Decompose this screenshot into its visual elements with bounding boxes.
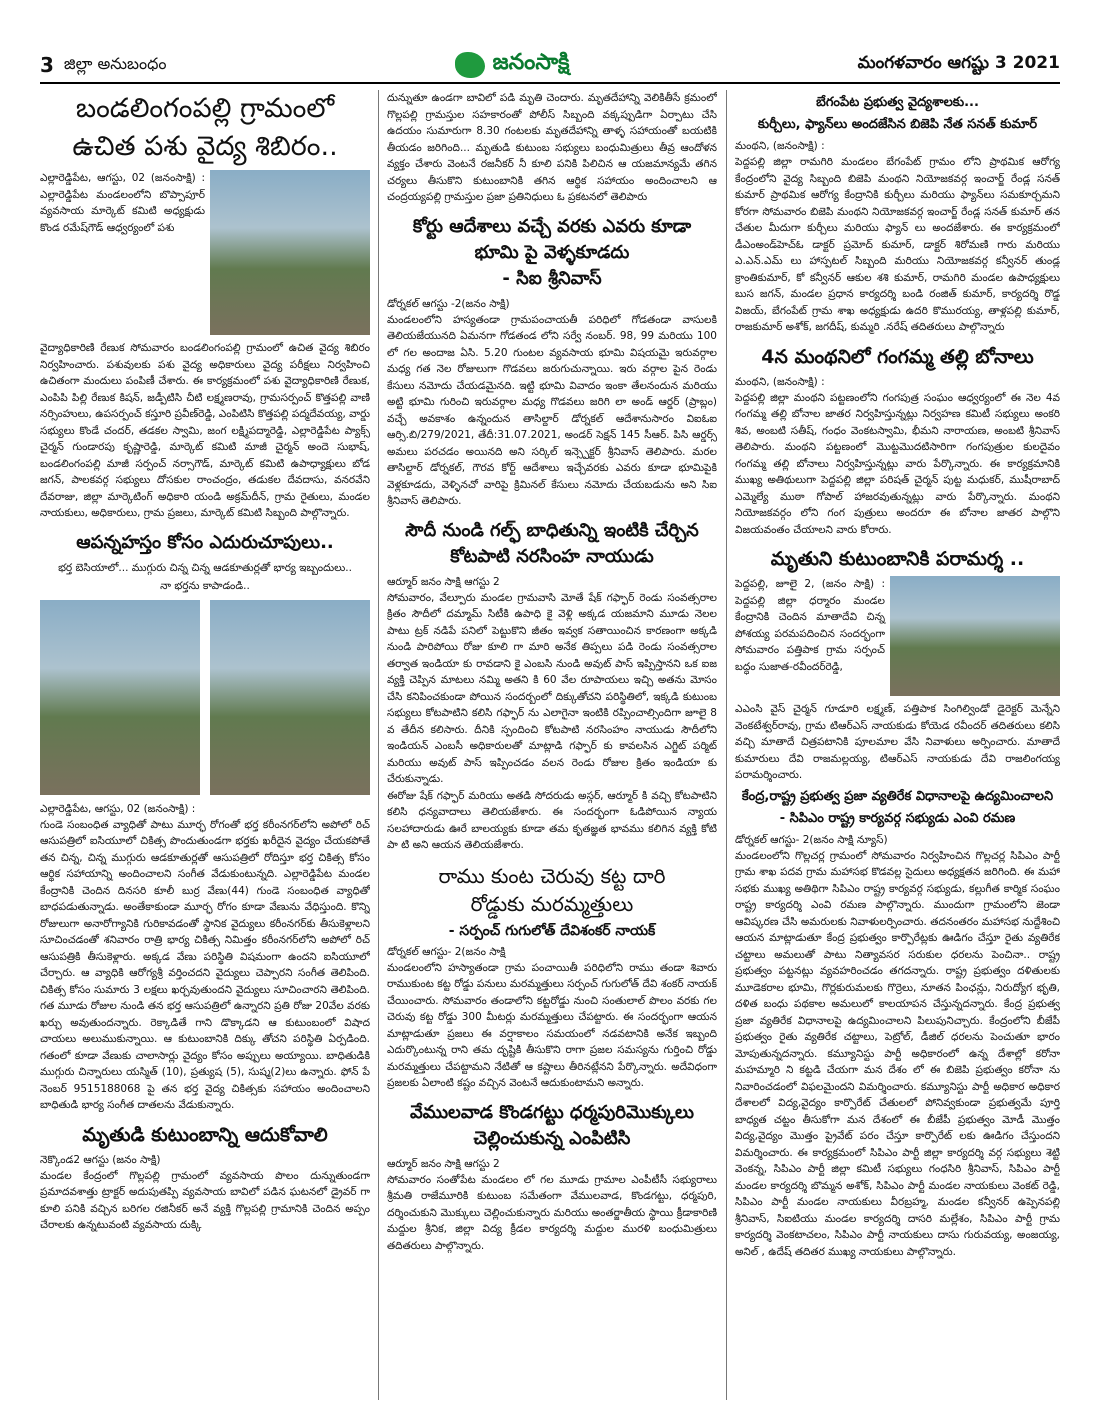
photo-row — [40, 600, 370, 795]
logo-text: జనంసాక్షి — [492, 50, 570, 75]
dateline: డోర్నకల్ ఆగస్టు- 2(జనం సాక్షి — [387, 945, 506, 958]
masthead-left — [40, 53, 167, 77]
article-body: ఈరోజు షేక్ గఫ్ఫార్ మరియు అతడి సోదరుడు అస్గర్, ఆర్మూర్ కి వచ్చి కోటపాటిని కలిసి ధన్యవాదాలు తెలియజేశారు. ఈ సందర్భంగా ఓడిపోయిన న్యాయ సలహాదారుడు ఊరే బాలయ్యకు కూడా తమ కృతజ్ఞత భావము కలిగిన వ్యక్తి కోటి పా టి అని ఆయన తెలియజేశారు. — [387, 789, 717, 851]
headline-line: వేములవాడ కొండగట్టు ధర్మపురిమొక్కులు — [409, 1101, 694, 1123]
article-headline: కుర్చీలు, ఫ్యాన్‌లు అందజేసిన బిజెపి నేత సనత్ కుమార్ — [757, 117, 1038, 132]
headline-line: బండలింగంపల్లి గ్రామంలో — [75, 93, 335, 124]
article-headline: మృతుడి కుటుంబాన్ని ఆదుకోవాలి — [82, 1123, 328, 1146]
headline-line: రాము కుంట చెరువు కట్ట దారి — [438, 863, 666, 888]
page-number: 3 — [40, 53, 54, 77]
article-body: మండల కేంద్రంలో గొల్లపల్లి గ్రామంలో వ్యవసాయ పొలం దున్నుతుండగా ప్రమాదవశాత్తు ట్రాక్టర్ అదుపుతప్పి వ్యవసాయ బావిలో పడిన ఘటనలో డ్రైవర్ గా కూలి పనికి వచ్చిన బరిగల రజినీకర్ అనే వ్యక్తి గొల్లపల్లి గ్రామానికి చెందిన అప్పం చేరాలకు ఉన్నటువంటి వ్యవసాయ దుక్కి — [40, 1169, 370, 1231]
headline-line: రోడ్డుకు మరమ్మత్తులు — [470, 891, 634, 916]
article-headline — [387, 862, 717, 918]
article-body: మండలంలోని హస్యతండా గ్రామపంచాయతీ పరిధిలో గోడతండా వాసులకి తెలియజేయునది ఏమనగా గోడతండ లోని సర్వే నంబర్. 98, 99 మరియు 100 లో గల అందాజ ఏసి. 5.20 గుంటల వ్యవసాయ భూమి విషయమై ఇరువర్గాల మధ్య గత నెల రోజులుగా గొడవలు జరుగుచున్నాయి. ఇరు వర్గాల పైన రెండు కేసులు నమోదు చేయడమైనది. ఇట్టి భూమి వివాదం ఇంకా తేలనందున మరియు అట్టి భూమి గురించి ఇరువర్గాల మధ్య గొడవలు జరిగి లా అండ్ ఆర్డర్ (ప్రాబ్లం) వచ్చే అవకాశం ఉన్నందున తాసిల్దార్ డోర్నకల్ ఆదేశానుసారం విఐఓఐ ఆర్సి.బి/279/2021, తేదీ:31.07.2021, అండర్ సెక్షన్ 145 సీఆర్. పిసి ఆర్డర్స్ అమలు పరచడం అయినది అని సర్కిల్ ఇన్స్పెక్టర్ శ్రీనివాస్ తెలిపారు. మరల తాసిల్దార్ డోర్నకల్, గౌరవ కోర్ట్ ఆదేశాలు ఇచ్చేవరకు ఎవరు కూడా భూమిపైకి వెళ్లకూడదు, వెళ్ళినచో వారిపై క్రిమినల్ కేసులు నమోదు చేయబడును అని సిఐ శ్రీనివాస్ తెలిపారు. — [387, 313, 717, 507]
vet-camp-photo — [210, 170, 370, 335]
article-lead — [735, 576, 885, 675]
dateline: మంథని, (జనంసాక్షి) : — [735, 375, 825, 388]
article-lead-block — [735, 576, 1060, 701]
article-body: ఎఎంసి వైస్ చైర్మన్ గూడూరి లక్ష్మణ్, పత్తిపాక సింగిల్విండో డైరెక్టర్ మెన్నేని వెంకటేశ్వర్‌రావు, గ్రామ టిఆర్ఎస్ నాయకుడు కోయెడ రవీందర్ తదితరులు కలిసి వచ్చి మాతాదే చిత్రపటానికి పూలమాల వేసి నివాళులు అర్పించారు. మాతాదే కుమారులు దేవి రాజమల్లయ్య, టిఆర్ఎస్ నాయకుడు దేవి రాజలింగయ్య పరామర్శించారు. — [735, 703, 1060, 781]
article-lead-block — [40, 170, 370, 340]
article-headline — [387, 214, 717, 292]
lead-text: పెద్దపల్లి జిల్లా ధర్మారం మండల కేంద్రానికి చెందిన మాతాదేవి చిన్న పోశయ్య పరమపదించిన సందర్భంగా సోమవారం పత్తిపాక గ్రామ సర్పంచ్ బద్ధం సుజాత-రవీందర్‌రెడ్డి, — [735, 594, 885, 673]
column-2 — [387, 90, 717, 1420]
article-headline: కేంద్ర,రాష్ట్ర ప్రభుత్వ ప్రజా వ్యతిరేక విధానాలపై ఉద్యమించాలని — [741, 788, 1054, 804]
section-name: జిల్లా అనుబంధం — [63, 53, 167, 73]
headline-line: ఉచిత పశు వైద్య శిబిరం.. — [72, 131, 338, 162]
article-kicker: బేగంపేట ప్రభుత్వ వైద్యశాలకు... — [816, 95, 979, 110]
article-headline — [387, 1100, 717, 1152]
column-divider — [726, 90, 727, 1400]
headline-line: కోర్టు ఆదేశాలు వచ్చే వరకు ఎవరు కూడా — [412, 215, 692, 237]
article-headline — [40, 90, 370, 166]
hospital-patient-photo — [210, 600, 370, 795]
article-body: మండలంలోని హస్యాతండా గ్రామ పంచాయితీ పరిధిలోని రాము తండా శివారు రాముకుంట కట్ట రోడ్డు పనులు మరమ్మత్తులు సర్పంచ్ గుగులోత్ దేవి శంకర్ నాయక్ చేయించారు. సోమవారం తండాలోని కట్టరోడ్డు నుంచి సంతులాల్ పొలం వరకు గల చెరువు కట్ట రోడ్డు 300 మీటర్లు మరమ్మత్తులు చేపట్టారు. ఈ సందర్భంగా ఆయన మాట్లాడుతూ ప్రజలు ఈ వర్షాకాలం సమయంలో నడవటానికి అనేక ఇబ్బంది ఎదుర్కొంటున్న రాని తమ దృష్టికి తీసుకొని రాగా ప్రజల సమస్యను గుర్తించి రోడ్డు మరమ్మత్తులు చేపట్టామని నేటితో ఆ కష్టాలు తీరినట్లేనని పేర్కొన్నారు. అదేవిధంగా ప్రజలకు ఏలాంటి కష్టం వచ్చిన వెంటనే ఆదుకుంటామని అన్నారు. — [387, 961, 717, 1089]
article-body: పెద్దపల్లి జిల్లా మంథని పట్టణంలోని గంగపుత్ర సంఘం ఆధ్వర్యంలో ఈ నెల 4వ గంగమ్మ తల్లి బోనాల జాతర నిర్వహిస్తున్నట్లు నిర్వహణ కమిటీ సభ్యులు అంకరి శివ, అంబటి సతీష్, గంధం వెంకటస్వామి, భీమని నారాయణ, అంబటి శ్రీనివాస్ తెలిపారు. మంథని పట్టణంలో మొట్టమొదటిసారిగా గంగపుత్రుల కులదైవం గంగమ్మ తల్లి బోనాలు నిర్వహిస్తున్నట్లు వారు పేర్కొన్నారు. ఈ కార్యక్రమానికి ముఖ్య అతిథులుగా పెద్దపల్లి జిల్లా పరిషత్ చైర్మన్ పుట్ట మధుకర్, ముషీరాబాద్ ఎమ్మెల్యే ముఠా గోపాల్ హాజరవుతున్నట్లు వారు పేర్కొన్నారు. మంథని నియోజకవర్గం లోని గంగ పుత్రులు అందరూ ఈ బోనాల జాతర పాల్గొని విజయవంతం చేయాలని వారు కోరారు. — [735, 391, 1060, 536]
dateline: మంథని, (జనంసాక్షి) : — [735, 140, 825, 152]
newspaper-logo — [455, 50, 570, 80]
sub-headline: భర్త బెసియాలో... ముగ్గురు చిన్న చిన్న ఆడకూతుర్లతో భార్య ఇబ్బందులు.. — [58, 561, 352, 574]
telangana-map-icon — [455, 52, 485, 78]
article-body: మండలంలోని గొల్లచర్ల గ్రామంలో సోమవారం నిర్వహించిన గొల్లచర్ల సిపిఎం పార్టీ గ్రామ శాఖ పదవ గ్రామ మహాసభ కొడవల్ల సైదులు అధ్యక్షతన జరిగింది. ఈ మహా సభకు ముఖ్య అతిథిగా సిపిఎం రాష్ట్ర కార్యవర్గ సభ్యుడు, కల్లుగీత కార్మిక సంఘం రాష్ట్ర కార్యదర్శి ఎంవి రమణ పాల్గొన్నారు. ముందుగా గ్రామంలోని జెండా ఆవిష్కరణ చేసి అమరులకు నివాళులర్పించారు. తదనంతరం మహాసభ నుద్దేశించి ఆయన మాట్లాడుతూ కేంద్ర ప్రభుత్వం కార్పొరేట్లకు ఊడిగం చేస్తూ రైతు వ్యతిరేక చట్టాలు అమలుతో పాటు నిత్యావసర సరుకుల ధరలను పెంచినా.. రాష్ట్ర ప్రభుత్వం పట్టనట్లు వ్యవహరించడం తగదన్నారు. రాష్ట్ర ప్రభుత్వం దళితులకు మూడెకరాల భూమి, గొర్లకురుమలకు గొర్రెలు, నూతన పింఛన్లు, నిరుద్యోగ భృతి, దళిత బంధు పథకాల అమలులో కాలయాపన చేస్తున్నదన్నారు. కేంద్ర ప్రభుత్వ ప్రజా వ్యతిరేక విధానాలపై ఉద్యమించాలని పిలుపునిచ్చారు. కేంద్రంలోని బీజేపీ ప్రభుత్వం రైతు వ్యతిరేక చట్టాలు, పెట్రోల్, డీజిల్ ధరలను పెంచుతూ భారం మోపుతున్నదన్నారు. కమ్యూనిస్టు పార్టీ అధికారంలో ఉన్న దేశాల్లో కరోనా మహమ్మారి ని కట్టడి చేయగా మన దేశం లో ఈ బిజెపి ప్రభుత్వం కరోనా ను నివారించడంలో విఫలమైందని విమర్శించారు. కమ్యూనిస్టు పార్టీ అధికార అధికార దేశాలలో విద్య,వైద్యం కార్పొరేట్ చేతులలో పోనివ్వకుండా ప్రభుత్వమే పూర్తి బాధ్యత చట్టం తీసుకోగా మన దేశంలో ఈ బీజేపీ ప్రభుత్వం మోడీ మొత్తం విద్య,వైద్యం మొత్తం ప్రైవేట్ పరం చేస్తూ కార్పొరేట్ లకు ఊడిగం చేస్తుందని విమర్శించారు. ఈ కార్యక్రమంలో సిపిఎం పార్టీ జిల్లా కార్యదర్శి వర్గ సభ్యులు శెట్టి వెంకన్న, సిపిఎం పార్టీ జిల్లా కమిటీ సభ్యులు గంధసిరి శ్రీనివాస్, సిపిఎం పార్టీ మండల కార్యదర్శి బొమ్మన అశోక్, సిపిఎం పార్టీ మండల నాయకులు వెంకట్ రెడ్డి, సిపిఎం పార్టీ మండల నాయకులు వీరబ్రహ్మ, మండల కన్వీనర్ ఉప్పెనపల్లి శ్రీనివాస్, సిఐటియు మండల కార్యదర్శి దాసరి మల్లేశం, సిపిఎం పార్టీ గ్రామ కార్యదర్శి వెంకటాచలం, సిపిఎం పార్టీ నాయకులు దాసు గురువయ్య, అంజయ్య, అనిల్ , ఉదేష్ తదితర ముఖ్య నాయకులు పాల్గొన్నారు. — [735, 849, 1060, 1258]
masthead — [40, 48, 1060, 84]
article-body: పెద్దపల్లి జిల్లా రామగిరి మండలం బేగంపేట్ గ్రామం లోని ప్రాథమిక ఆరోగ్య కేంద్రంలోని వైద్య సిబ్బంది బిజెపి మంథని నియోజకవర్గ ఇంచార్జ్ రేండ్ల సనత్ కుమార్ ప్రాథమిక ఆరోగ్య కేంద్రానికి కుర్చీలు మరియు ఫ్యాన్‌లు సమకూర్చమని కోరగా సోమవారం బిజెపి మంథని నియోజకవర్గ ఇంచార్జ్ రేండ్ల సనత్ కుమార్ తన చేతుల మీదుగా కుర్చీలు మరియు ఫ్యాన్ లు అందజేశారు. ఈ కార్యక్రమంలో డీఎంఅండ్‌హెచ్‌ఓ డాక్టర్ ప్రమోద్ కుమార్, డాక్టర్ శిరోమణి గారు మరియు ఎ.ఎన్.ఎమ్ లు హాస్పటల్ సిబ్బంది మరియు నియోజకవర్గ కన్వీనర్ తుండ్ల క్రాంతికుమార్, కో కన్వీనర్ ఆకుల శశి కుమార్, రామగిరి మండల ఉపాధ్యక్షులు బుస జగన్, మండల ప్రధాన కార్యదర్శి బండి రంజిత్ కుమార్, కార్యదర్శి రొడ్డ విజయ్, బేగంపేట్ గ్రామ శాఖ అధ్యక్షుడు ఉదరి కొమురయ్య, తాళ్లపల్లి కుమార్, రాజకుమార్ అశోక్, జగదీష్, కుమ్మరి .నరేష్ తదితరులు పాల్గొన్నారు — [735, 156, 1060, 333]
column-divider — [378, 90, 379, 1400]
headline-line: చెల్లించుకున్న ఎంపిటిసి — [473, 1127, 631, 1149]
article-headline: ఆపన్నహస్తం కోసం ఎదురుచూపులు.. — [76, 531, 334, 553]
article-lead — [40, 170, 205, 236]
family-photo — [40, 600, 200, 795]
headline-byline: - సర్పంచ్ గుగులోత్ దేవిశంకర్ నాయక్ — [448, 922, 656, 939]
sub-headline: నా భర్తను కాపాడండి.. — [160, 579, 250, 592]
headline-line: కోటపాటి నరసింహ నాయుడు — [450, 545, 654, 567]
condolence-visit-photo — [890, 576, 1060, 696]
headline-line: సౌదీ నుండి గల్ఫ్ బాధితున్ని ఇంటికి చేర్చిన — [405, 519, 699, 541]
article-headline — [387, 518, 717, 570]
issue-date: మంగళవారం ఆగష్టు 3 2021 — [857, 53, 1060, 73]
headline-byline: - సిఐ శ్రీనివాస్ — [502, 267, 602, 289]
dateline: ఎల్లారెడ్డిపేట, ఆగస్టు, 02 (జనంసాక్షి) : — [40, 172, 205, 184]
dateline: ఆర్మూర్ జనం సాక్షి ఆగస్టు 2 — [387, 575, 500, 588]
article-body: వైద్యాధికారిణి రేణుక సోమవారం బండలింగంపల్లి గ్రామంలో ఉచిత వైద్య శిబిరం నిర్వహించారు. పశువులకు పశు వైద్య అధికారులు వైద్య పరీక్షలు నిర్వహించి ఉచితంగా మందులు పంపిణీ చేశారు. ఈ కార్యక్రమంలో పశు వైద్యాధికారిణి రేణుక, ఎంపిపి పిల్లి రేణుక కిషన్, జడ్పీటిసి చీటి లక్ష్మణరావు, గ్రామసర్పంచ్ కొత్తపల్లి వాణి నర్సింహులు, ఉపసర్పంచ్ కస్తూరి ప్రవీణ్‌రెడ్డి, ఎంపిటిసి కొత్తపల్లి పద్మదేవయ్య, వార్డు సభ్యులు కొండే చందర్, తడకల స్వామి, జంగ లక్ష్మిపద్మారెడ్డి, ఎల్లారెడ్డిపేట ప్యాక్స్ చైర్మన్ గుండారపు కృష్ణారెడ్డి, మార్కెట్ కమిటి మాజీ చైర్మన్ అందె సుభాష్, బండలింగంపల్లి మాజీ సర్పంచ్ నర్సాగౌడ్, మార్కెట్ కమిటి ఉపాధ్యాక్షులు బోడ జగన్, పాలకవర్గ సభ్యులు దోసకుల రాంచంద్రం, తడుకల దేవదాసు, వనరవేని దేవరాజు, జిల్లా మార్కెటింగ్ అధికారి యండి అక్రమ్‌దీన్, గ్రామ రైతులు, మండల నాయకులు, అధికారులు, గ్రామ ప్రజలు, మార్కెట్ కమిటి సిబ్బంది పాల్గొన్నారు. — [40, 342, 370, 519]
article-headline: మృతుని కుటుంబానికి పరామర్శ .. — [770, 548, 1025, 570]
headline-byline: - సిపిఎం రాష్ట్ర కార్యవర్గ సభ్యుడు ఎంవి రమణ — [779, 810, 1016, 826]
dateline: ఆర్మూర్ జనం సాక్షి ఆగస్టు 2 — [387, 1157, 500, 1170]
headline-line: భూమి పై వెళ్ళకూడదు — [474, 241, 630, 263]
dateline: పెద్దపల్లి, జూలై 2, (జనం సాక్షి) : — [735, 578, 885, 590]
column-3 — [735, 90, 1060, 1420]
article-body: గుండె సంబంధిత వ్యాధితో పాటు మూర్ఛ రోగంతో భర్త కరీంనగర్‌లోని అపోలో రిచ్ ఆసుపత్రిలో ఐసియూలో చికిత్స పొందుతుండగా భర్తకు ఖరీదైన వైద్యం చేయకపోతే తన చిన్న, చిన్న ముగ్గురు ఆడకూతుర్లతో ఆసుపత్రిలో రోదిస్తూ భర్త చికిత్స కోసం ఆర్థిక సహాయాన్ని అందించాలని సంగీత వేడుకుంటున్నది. ఎల్లారెడ్డిపేట మండల కేంద్రానికి చెందిన దినసరి కూలీ బుర్ర వేణు(44) గుండె సంబంధిత వ్యాధితో బాధపడుతున్నాడు. అంతేకాకుండా మూర్ఛ రోగం కూడా వేణును వేధిస్తుంది. కొన్ని రోజులుగా అనారోగ్యానికి గురికావడంతో స్థానిక వైద్యులు కరీంనగర్‌కు తీసుకెళ్లాలని సూచించడంతో శనివారం రాత్రి భార్య చికిత్స నిమిత్తం కరీంనగర్‌లోని అపోలో రిచ్ ఆసుపత్రికి తీసుకెళ్లారు. అక్కడ వేణు పరిస్థితి విషమంగా ఉందని ఐసియూలో చేర్చారు. ఆ వ్యాధికి ఆరోగ్యశ్రీ వర్తించదని వైద్యులు చెప్పారని సంగీత తెలిపింది. చికిత్స కోసం సుమారు 3 లక్షలు ఖర్చవుతుందని వైద్యులు సూచించారని తెలిపింది. గత మూడు రోజుల నుండి తన భర్త ఆసుపత్రిలో ఉన్నారని ప్రతి రోజు 20వేల వరకు ఖర్చు అవుతుందన్నారు. రెక్కాడితే గాని డొక్కాడని ఆ కుటుంబంలో విషాద చాయలు అలుముకున్నాయి. ఆ కుటుంబానికి దిక్కు తోచని పరిస్థితి ఏర్పడింది. గతంలో కూడా వేణుకు చాలాసార్లు వైద్యం కోసం అప్పులు అయ్యాయి. బాధితుడికి ముగ్గురు చిన్నారులు యస్మిత్ (10), ప్రత్యుష (5), సుష్మ(2)లు ఉన్నారు. ఫోన్ పే నెంబర్ 9515188068 పై తన భర్త వైద్య చికిత్సకు సహాయం అందించాలని బాధితుడి భార్య సంగీత దాతలను వేడుకున్నారు. — [40, 818, 370, 1111]
dateline: డోర్నకల్ ఆగస్టు- 2(జనం సాక్షి న్యూస్) — [735, 833, 888, 846]
article-body: సోమవారం, వేల్పూరు మండల గ్రామవాసి మోతే షేక్ గఫ్ఫార్ రెండు సంవత్సరాల క్రితం సౌదీలో దమ్మామ్ సిటీకి ఉపాధి కై వెళ్లి అక్కడ యజమాని మూడు నెలల పాటు ట్రక్ నడిపే పనిలో పెట్టుకొని జీతం ఇవ్వక సతాయించిన కారణంగా అక్కడి నుండి పారిపోయి రోజు కూలి గా మారి అనేక తిప్పలు పడి రెండు సంవత్సరాల తర్వాత ఇండియా కు రావడాని కై ఎంబసి నుండి అవుట్ పాస్ ఇప్పిస్తానని ఒక ఐజ వ్యక్తి చెప్పిన మాటలు నమ్మి అతని కి 60 వేల రూపాయలు ఇచ్చి అతను మోసం చేసి కనిపించకుండా పోయిన సందర్బంలో దిక్కుతోచని పరిస్థితిలో, ఇక్కడి కుటుంబ సభ్యులు కోటపాటిని కలిసి గఫ్ఫార్ ను ఎలాగైనా ఇంటికి రప్పించాల్సిందిగా జూలై 8 వ తేదీన కలిసారు. దీనికి స్పందించి కోటపాటి నరసింహం నాయుడు సౌదీలోని ఇండియన్ ఎంబసీ అధికారులతో మాట్లాడి గఫ్ఫార్ కు కావలసిన ఎగ్జిట్ పర్మిట్ మరియు అవుట్ పాస్ ఇప్పించడం వలన రెండు రోజుల క్రితం ఇండియా కు చేరుకున్నాడు. — [387, 591, 717, 785]
dateline: డోర్నకల్ ఆగస్టు -2(జనం సాక్షి) — [387, 297, 510, 310]
column-1 — [40, 90, 370, 1420]
dateline: నెక్కొండ2 ఆగస్టు (జనం సాక్షి) — [40, 1153, 161, 1166]
dateline: ఎల్లారెడ్డిపేట, ఆగస్టు, 02 (జనంసాక్షి) : — [40, 802, 196, 815]
article-headline: 4న మంథనిలో గంగమ్మ తల్లి బోనాలు — [761, 345, 1034, 368]
article-continuation: దున్నుతూ ఉండగా బావిలో పడి మృతి చెందారు. మృతదేహాన్ని వెలికితీసే క్రమంలో గొల్లపల్లి గ్రామస్తుల సహకారంతో పోలీస్ సిబ్బంది వక్కప్పుడిగా ఏర్పాటు చేసి ఉదయం సుమారుగా 8.30 గంటలకు మృతదేహాన్ని తాళ్ళ సహాయంతో బయటికి తీయడం జరిగింది... మృతుడి కుటుంబ సభ్యులు బంధుమిత్రులు తీవ్ర ఆందోళన వ్యక్తం చేశారు వెంటనే రజనీకర్ నీ కూలి పనికి పిలిచిన ఆ యజమాన్యమే తగిన చర్యలు తీసుకొని కుటుంబానికి తగిన ఆర్థిక సహాయం అందించాలని ఆ చంద్రయ్యపల్లి గ్రామస్తుల ప్రజా ప్రతినిధులు ఓ ప్రకటనలో తెలిపారు — [387, 92, 717, 203]
article-body: సోమవారం సంతోపేట మండలం లో గల మూడు గ్రామాల ఎంపీటీసీ సభ్యురాలు శ్రీమతి రాజేమూరికి కుటుంబ సమేతంగా వేములవాడ, కొండగట్టు, ధర్మపురి, దర్శించుకుని మొక్కులు చెల్లించుకున్నారు మరియు అంతర్జాతీయ స్థాయి క్రీడాకారిణి మద్దుల శ్రీనిక, జిల్లా విద్య క్రీడల కార్యదర్శి మద్దుల మురళి బంధుమిత్రులు తదితరులు పాల్గొన్నారు. — [387, 1173, 717, 1252]
lead-text: ఎల్లారెడ్డిపేట మండలంలోని బొప్పాపూర్ వ్యవసాయ మార్కెట్ కమిటి అధ్యక్షుడు కొండ రమేష్‌గౌడ్ ఆధ్వర్యంలో పశు — [40, 188, 205, 234]
